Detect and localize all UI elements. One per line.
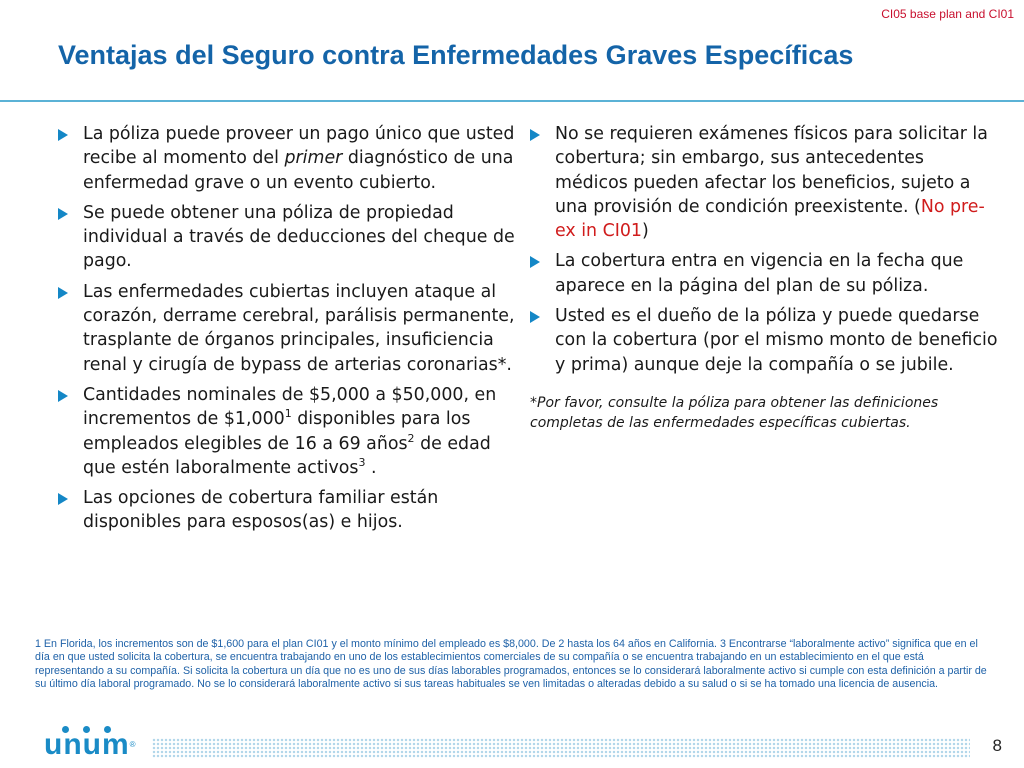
bullet-portability [530,304,1000,377]
bullet-text: Cantidades nominales de $5,000 a $50,000, en incrementos de $1,000 [83,384,497,430]
bullet-arrow-icon [530,311,540,323]
bullet-text: Usted es el dueño de la póliza y puede quedarse con la cobertura (por el mismo monto de beneficio y prima) aunque deje la compañía o se jubile. [555,306,998,375]
bullet-arrow-icon [58,208,68,220]
bullet-no-exams [530,122,1000,243]
bullet-text: disponibles para los empleados elegibles de 16 a 69 años [83,409,471,454]
bullet-arrow-icon [58,390,68,402]
bullet-text: . [365,457,377,478]
bullet-arrow-icon [58,493,68,505]
page-number: 8 [992,736,1002,755]
decorative-dot-band [152,738,970,758]
right-column [530,122,1000,448]
bullet-arrow-icon [530,129,540,141]
right-bullet-list [530,122,1000,377]
bullet-text: Las opciones de cobertura familiar están disponibles para esposos(as) e hijos. [83,488,439,533]
bullet-text: diagnóstico de una enfermedad grave o un evento cubierto. [83,148,514,193]
unum-logo [44,724,144,760]
policy-definitions-note: *Por favor, consulte la póliza para obtener las definiciones completas de las enfermedades específicas cubiertas. [530,394,939,432]
bullet-text: Las enfermedades cubiertas incluyen ataque al corazón, derrame cerebral, parálisis permanente, trasplante de órganos principales, insuficiencia renal y cirugía de bypass de arterias coronarias*. [83,281,515,375]
left-bullet-list [58,122,520,535]
bullet-arrow-icon [58,129,68,141]
slide-footer [0,724,1024,768]
footnote-ref: 3 [358,456,366,470]
legal-footnote: 1 En Florida, los incrementos son de $1,600 para el plan CI01 y el monto mínimo del empleado es $8,000. De 2 hasta los 64 años en California. 3 Encontrarse “laboralmente activo” significa que en el día en que usted solicita la cobertura, se encuentra trabajando en uno de los establecimientos comerciales de su compañía o se encuentra trabajando en un establecimiento en el que está representando a su compañía. Si solicita la cobertura un día que no es uno de sus días laborables programados, entonces se lo considerará laboralmente activo si cumple con esta definición a partir de su último día laboral programado. No se lo considerará laboralmente activo si sus tareas habituales se ven limitadas o alteradas debido a su salud o si se ha tomado una licencia de ausencia. [35,638,987,691]
bullet-text: ) [642,221,649,242]
bullet-arrow-icon [530,256,540,268]
title-divider [0,100,1024,102]
plan-tag: CI05 base plan and CI01 [881,7,1014,21]
bullet-effective-date [530,249,1000,298]
bullet-lump-sum [58,122,520,195]
bullet-covered-illnesses [58,280,520,377]
left-column [58,122,520,541]
bullet-text: No se requieren exámenes físicos para solicitar la cobertura; sin embargo, sus antecedentes médicos pueden afectar los beneficios, sujeto a una provisión de condición preexistente. ( [555,124,988,217]
bullet-family-coverage [58,486,520,535]
footnote-ref: 1 [284,407,292,421]
footnote-ref: 2 [407,431,415,445]
bullet-emphasis: primer [284,148,343,169]
bullet-text: La cobertura entra en vigencia en la fecha que aparece en la página del plan de su póliza. [555,251,964,296]
bullet-text: de edad que estén laboralmente activos [83,433,491,478]
slide-title: Ventajas del Seguro contra Enfermedades Graves Específicas [58,40,854,70]
bullet-payroll [58,201,520,274]
bullet-text: La póliza puede proveer un pago único que usted recibe al momento del [83,124,515,169]
logo-wordmark: unum® [44,728,137,761]
pre-ex-note: No pre-ex in CI01 [555,196,985,242]
bullet-text: Se puede obtener una póliza de propiedad individual a través de deducciones del cheque de pago. [83,202,515,272]
bullet-amounts [58,383,520,480]
bullet-arrow-icon [58,287,68,299]
